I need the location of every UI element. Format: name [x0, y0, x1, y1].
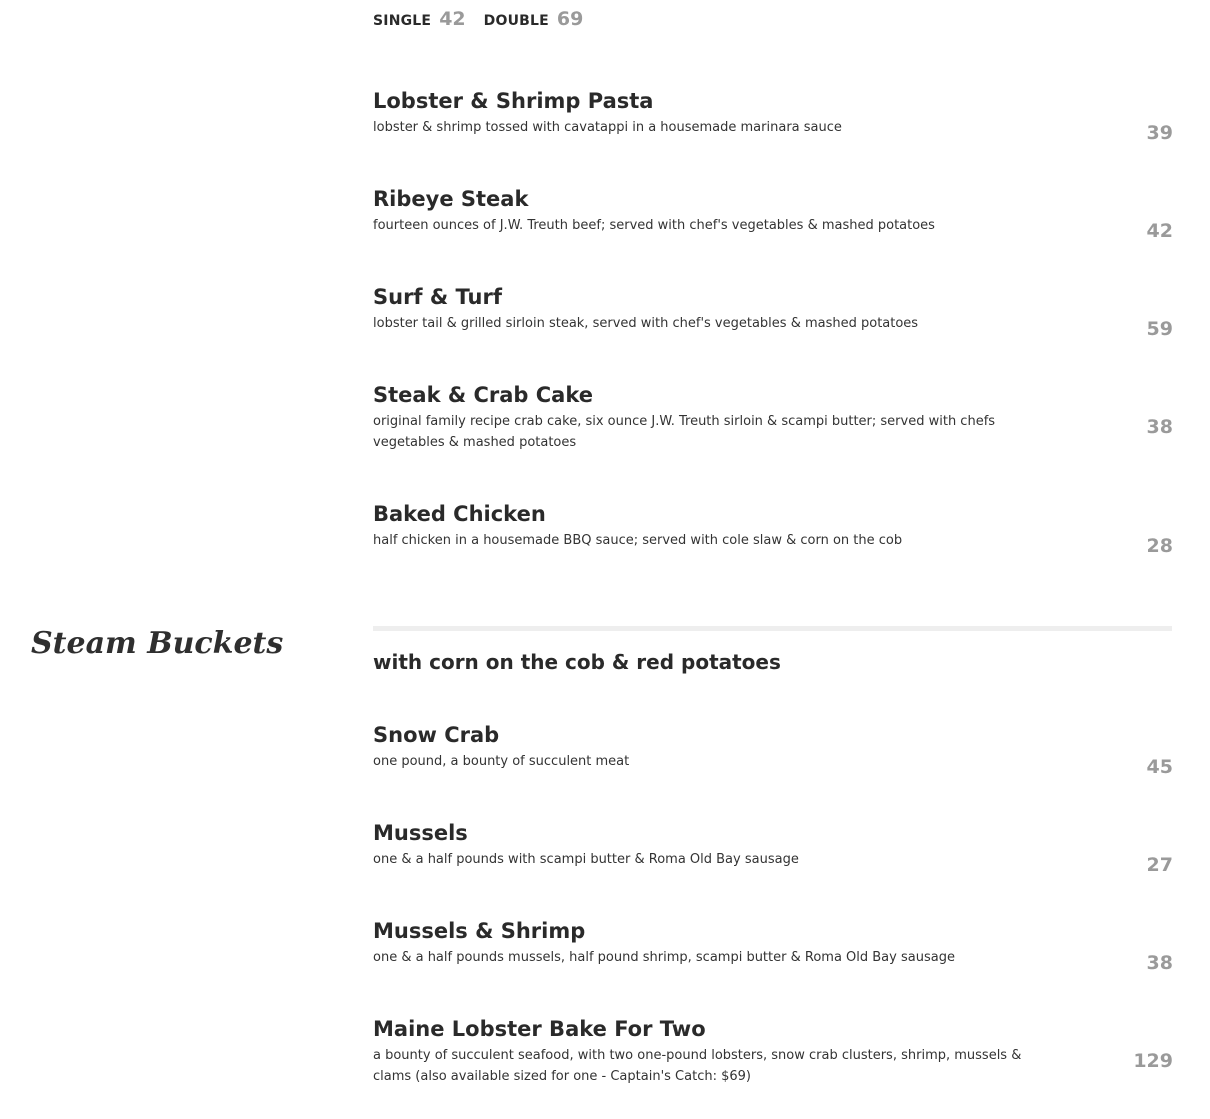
- item-price: 129: [1133, 1050, 1173, 1072]
- menu-item-mussels-shrimp: [373, 918, 1173, 974]
- menu-item-snow-crab: [373, 722, 1173, 778]
- section-subtitle: with corn on the cob & red potatoes: [373, 650, 781, 674]
- item-description: a bounty of succulent seafood, with two one-pound lobsters, snow crab clusters, shrimp, mussels & clams (also available sized for one - Captain's Catch: $69): [373, 1048, 1022, 1084]
- item-price: 27: [1146, 854, 1173, 876]
- menu-item-mussels: [373, 820, 1173, 876]
- size-price-line: [373, 8, 601, 30]
- double-size: [484, 8, 584, 30]
- section-divider: [373, 626, 1172, 631]
- item-description: lobster tail & grilled sirloin steak, served with chef's vegetables & mashed potatoes: [373, 316, 919, 331]
- item-price: 39: [1146, 122, 1173, 144]
- item-name: Snow Crab: [373, 723, 500, 747]
- item-price: 38: [1146, 952, 1173, 974]
- single-size-price: 42: [439, 8, 466, 30]
- item-name: Mussels & Shrimp: [373, 919, 586, 943]
- menu-item-steak-crab-cake: [373, 382, 1173, 453]
- item-name: Surf & Turf: [373, 285, 502, 309]
- item-description: one & a half pounds with scampi butter & Roma Old Bay sausage: [373, 852, 799, 867]
- section-title-steam-buckets: Steam Buckets: [31, 626, 284, 661]
- item-price: 42: [1146, 220, 1173, 242]
- double-size-label: DOUBLE: [483, 13, 549, 29]
- item-price: 59: [1146, 318, 1173, 340]
- item-name: Maine Lobster Bake For Two: [373, 1017, 706, 1041]
- menu-item-baked-chicken: [373, 501, 1173, 557]
- single-size: [373, 8, 466, 30]
- single-size-label: SINGLE: [373, 13, 432, 29]
- menu-item-surf-turf: [373, 284, 1173, 340]
- item-description: fourteen ounces of J.W. Treuth beef; served with chef's vegetables & mashed potatoes: [373, 218, 935, 233]
- menu-item-lobster-shrimp-pasta: [373, 88, 1173, 144]
- double-size-price: 69: [556, 8, 584, 30]
- item-description: one pound, a bounty of succulent meat: [373, 754, 630, 769]
- item-name: Steak & Crab Cake: [373, 383, 593, 407]
- item-description: original family recipe crab cake, six ounce J.W. Treuth sirloin & scampi butter; served with chefs vegetables & mashed potatoes: [373, 414, 996, 450]
- item-price: 45: [1146, 756, 1173, 778]
- item-price: 28: [1146, 535, 1173, 557]
- item-name: Baked Chicken: [373, 502, 546, 526]
- menu-item-maine-lobster-bake: [373, 1016, 1173, 1087]
- menu-item-ribeye-steak: [373, 186, 1173, 242]
- item-description: half chicken in a housemade BBQ sauce; served with cole slaw & corn on the cob: [373, 533, 903, 548]
- item-name: Lobster & Shrimp Pasta: [373, 89, 654, 113]
- item-description: lobster & shrimp tossed with cavatappi in a housemade marinara sauce: [373, 120, 842, 135]
- item-name: Ribeye Steak: [373, 187, 529, 211]
- item-description: one & a half pounds mussels, half pound shrimp, scampi butter & Roma Old Bay sausage: [373, 950, 955, 965]
- item-name: Mussels: [373, 821, 468, 845]
- item-price: 38: [1146, 416, 1173, 438]
